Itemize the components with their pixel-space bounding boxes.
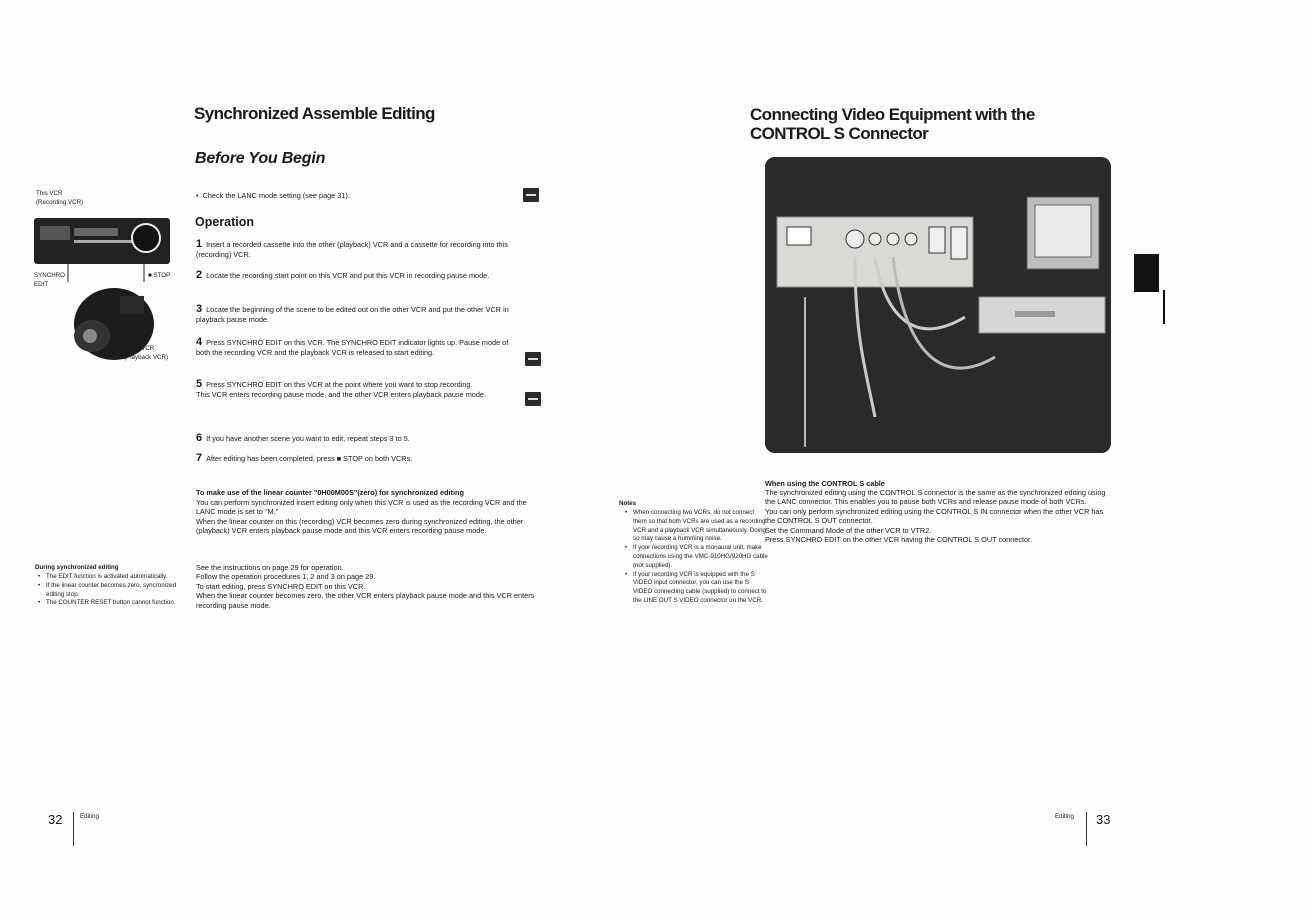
bullet-text: Check the LANC mode setting (see page 31). <box>202 191 350 200</box>
operation-heading: Operation <box>195 215 255 229</box>
list-item: • The COUNTER RESET button cannot function. <box>46 599 191 608</box>
other-vcr-label: Other VCR (Playback VCR) <box>124 345 169 361</box>
step-2 <box>196 271 536 281</box>
control-s-heading: When using the CONTROL S cable <box>765 479 885 488</box>
vcr-camcorder-illustration <box>34 188 204 378</box>
page-number-right: 33 <box>1096 812 1111 827</box>
list-item: • If the linear counter becomes zero, syncronized editing stop. <box>46 582 191 600</box>
footer-section-right: Editing <box>1055 813 1074 820</box>
step-text: Press SYNCHRO EDIT on this VCR at the point where you want to stop recording. This VCR enters recording pause mode, and the other VCR enters playback pause mode. <box>196 380 487 399</box>
see-instructions-text: See the instructions on page 29 for operation. Follow the operation procedures 1, 2 and 3 on page 29. To start editing, press SYNCHRO EDIT on this VCR. When the linear counter becomes zero, the other VCR enters playback pause mode and this VCR enters recording pause mode. <box>196 563 535 610</box>
connection-photo <box>765 157 1111 453</box>
step-1 <box>196 240 516 259</box>
synchro-indicator-icon <box>525 352 541 366</box>
step-4 <box>196 338 521 357</box>
step-text: Locate the beginning of the scene to be edited out on the other VCR and put the other VCR in playback pause mode. <box>196 305 509 324</box>
notes-heading: Notes <box>619 500 637 507</box>
edge-tab-marker <box>1134 254 1159 292</box>
connection-drawing <box>765 157 1111 453</box>
step-number: 6 <box>196 432 203 444</box>
step-number: 3 <box>196 303 203 315</box>
vcr-drawing <box>34 208 204 378</box>
step-number: 4 <box>196 336 203 348</box>
page-title-right-line1: Connecting Video Equipment with the <box>750 105 1035 124</box>
step-text: Locate the recording start point on this VCR and put this VCR in recording pause mode. <box>206 271 490 280</box>
linear-counter-text: You can perform synchronized insert editing only when this VCR is used as the recording VCR and the LANC mode is set to "M." When the linear counter on this (recording) VCR becomes zero during synchronized editing, the other (playback) VCR enters playback pause mode and this VCR enters recording pause mode. <box>196 498 527 536</box>
list-item: • If your recording VCR is a monaural unit, make connections using the VMC-910HG/920HG cable (not supplied). <box>633 544 768 570</box>
control-s-text: The synchronized editing using the CONTROL S connector is the same as the synchronized editing using the LANC connector. This enables you to pause both VCRs and release pause mode of both VCRs. You can only perform synchronized editing using the CONTROL S IN connector when the other VCR has the CONTROL S OUT connector. Set the Command Mode of the other VCR to VTR2. Press SYNCHRO EDIT on the other VCR having the CONTROL S OUT connector. <box>765 488 1106 545</box>
during-list <box>38 573 191 608</box>
step-number: 2 <box>196 269 203 281</box>
step-number: 1 <box>196 238 203 250</box>
edge-tab-line <box>1163 290 1165 324</box>
linear-counter-heading: To make use of the linear counter "0H00M00S"(zero) for synchronized editing <box>196 488 464 497</box>
footer-divider-left <box>73 812 74 846</box>
footer-section-left: Editing <box>80 813 99 820</box>
step-3 <box>196 305 536 324</box>
pause-icon <box>525 392 541 406</box>
step-7 <box>196 454 536 464</box>
step-text: If you have another scene you want to edit, repeat steps 3 to 5. <box>206 434 410 443</box>
stop-label: ■ STOP <box>148 272 171 279</box>
step-text: Insert a recorded cassette into the other (playback) VCR and a cassette for recording into this (recording) VCR. <box>196 240 508 259</box>
during-heading: During synchronized editing <box>35 564 119 571</box>
step-number: 7 <box>196 452 203 464</box>
list-item: • When connecting two VCRs, do not connect them so that both VCRs are used as a recording VCR and a playback VCR simultaneously. Doing so may cause a humming noise. <box>633 509 768 544</box>
step-6 <box>196 434 536 444</box>
page-number-left: 32 <box>48 812 63 827</box>
step-5 <box>196 380 516 399</box>
notes-list <box>625 509 768 606</box>
list-item: • If your recording VCR is equipped with the S VIDEO input connector, you can use the S VIDEO connecting cable (supplied) to connect to the LINE OUT S VIDEO connector on the VCR. <box>633 571 768 606</box>
lanc-icon <box>523 188 539 202</box>
page-title-left: Synchronized Assemble Editing <box>194 104 435 123</box>
bullet-lanc-check: • Check the LANC mode setting (see page 31). <box>196 191 350 200</box>
step-number: 5 <box>196 378 203 390</box>
step-text: After editing has been completed, press ■ STOP on both VCRs. <box>206 454 413 463</box>
footer-divider-right <box>1086 812 1087 846</box>
section-subtitle: Before You Begin <box>195 150 326 167</box>
list-item: • The EDIT function is activated automatically. <box>46 573 191 582</box>
synchro-edit-label: SYNCHRO EDIT <box>34 272 65 288</box>
step-text: Press SYNCHRO EDIT on this VCR. The SYNCHRO EDIT indicator lights up. Pause mode of both the recording VCR and the playback VCR is released to start editing. <box>196 338 509 357</box>
page-title-right-line2: CONTROL S Connector <box>750 124 929 143</box>
this-vcr-label: This VCR (Recording VCR) <box>36 190 84 206</box>
